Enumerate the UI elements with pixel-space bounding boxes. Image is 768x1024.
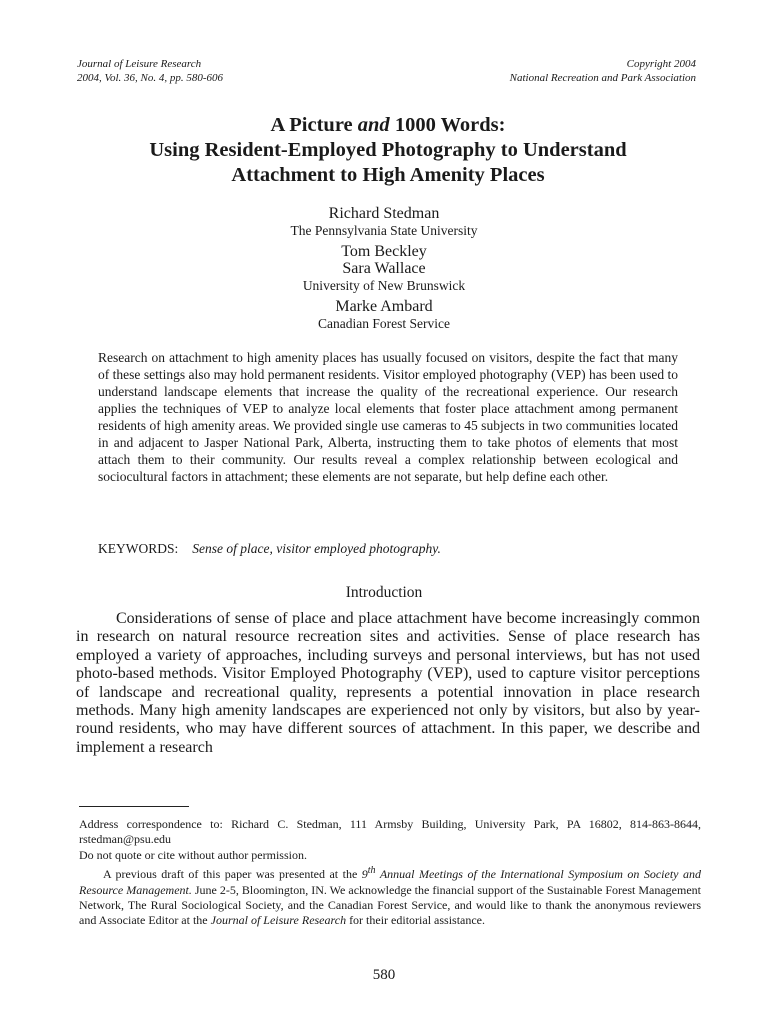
title-line-1 <box>60 113 716 138</box>
ack-text: for their editorial assistance. <box>346 913 486 928</box>
author-name: Sara Wallace <box>342 260 426 277</box>
journal-name: Journal of Leisure Research <box>77 58 202 70</box>
author-affiliation: Canadian Forest Service <box>318 316 450 331</box>
ack-superscript: th <box>367 865 376 877</box>
author-name: Tom Beckley <box>341 243 427 260</box>
ack-journal: Journal of Leisure Research <box>210 913 347 928</box>
title-and: and <box>357 114 390 136</box>
author-block <box>184 205 584 336</box>
author-affiliation: The Pennsylvania State University <box>290 223 478 238</box>
keywords-value: Sense of place, visitor employed photography. <box>192 541 441 556</box>
journal-citation <box>77 57 223 85</box>
title-part: A Picture <box>270 114 358 136</box>
ack-text: A previous draft of this paper was presented at the <box>103 867 362 882</box>
ack-ordinal: 9 <box>361 867 368 882</box>
keywords <box>98 540 678 557</box>
footnotes <box>79 817 701 929</box>
copyright-notice <box>510 57 696 85</box>
section-heading: Introduction <box>345 584 423 601</box>
body-paragraph: Considerations of sense of place and place attachment have become increasingly common in research on natural resource recreation sites and activities. Sense of place research has employed a variety of approaches, including surveys and personal interviews, but has not used photo-based methods. Visitor Employed Photography (VEP), used to capture visitor perceptions of landscape and recreational quality, represents a potential innovation in place research methods. Many high amenity landscapes are experienced not only by visitors, but also by year-round residents, who may have different sources of attachment. In this paper, we describe and implement a research <box>76 610 700 756</box>
footnote-permission: Do not quote or cite without author permission. <box>79 847 307 862</box>
copyright-line: Copyright 2004 <box>626 58 696 70</box>
journal-issue: 2004, Vol. 36, No. 4, pp. 580-606 <box>77 72 224 84</box>
paper-title <box>60 113 716 188</box>
author-name: Richard Stedman <box>328 205 440 222</box>
title-line-3: Attachment to High Amenity Places <box>231 164 545 186</box>
footnote-correspondence: Address correspondence to: Richard C. Stedman, 111 Armsby Building, University Park, PA 16802, 814-863-8644, rstedman@psu.edu <box>79 817 701 847</box>
keywords-label: KEYWORDS: <box>98 541 179 556</box>
title-line-2: Using Resident-Employed Photography to Understand <box>149 139 627 161</box>
footnote-acknowledgement <box>79 863 701 929</box>
title-part: 1000 Words: <box>389 114 506 136</box>
footnote-divider <box>79 806 189 807</box>
publisher-line: National Recreation and Park Association <box>509 72 696 84</box>
author-affiliation: University of New Brunswick <box>302 278 466 293</box>
abstract: Research on attachment to high amenity places has usually focused on visitors, despite the fact that many of these settings also may hold permanent residents. Visitor employed photography (VEP) has been used to understand landscape elements that increase the quality of the recreational experience. Our research applies the techniques of VEP to analyze local elements that foster place attachment among permanent residents of high amenity areas. We provided single use cameras to 45 subjects in two communities located in and adjacent to Jasper National Park, Alberta, instructing them to take photos of elements that most attach them to their community. Our results reveal a complex relationship between ecological and sociocultural factors in attachment; these elements are not separate, but help define each other. <box>98 350 678 484</box>
ack-meeting-name: Annual Meetings of the International Symposium on Society and Resource Management. <box>79 867 701 897</box>
author-name: Marke Ambard <box>335 298 433 315</box>
page-number: 580 <box>372 967 396 983</box>
ack-text: June 2-5, Bloomington, IN. We acknowledge the financial support of the Sustainable Forest Management Network, The Rural Sociological Society, and the Canadian Forest Service, and would like to thank the anonymous reviewers and Associate Editor at the <box>79 882 701 928</box>
